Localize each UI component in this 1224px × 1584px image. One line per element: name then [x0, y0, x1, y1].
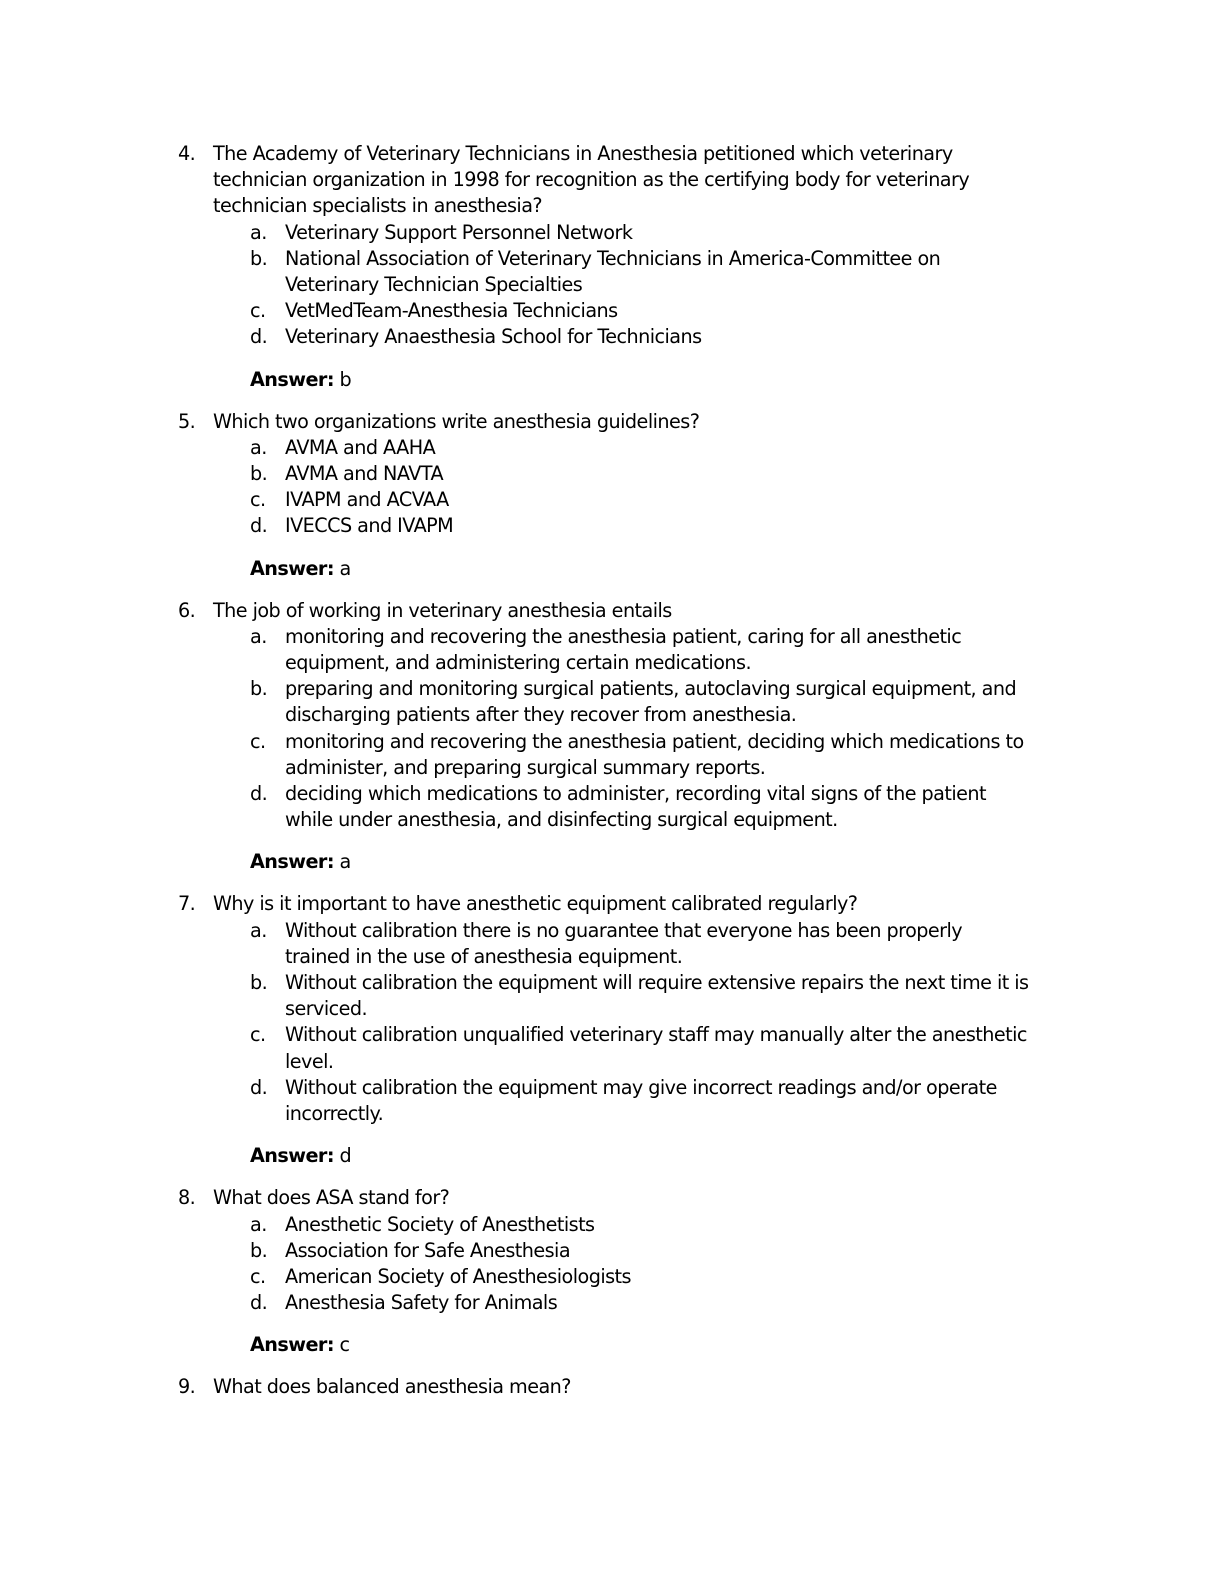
answer-line — [250, 849, 1224, 875]
option-letter: d. — [250, 1075, 268, 1099]
option-text: Without calibration unqualified veterinary staff may manually alter the anesthetic level. — [285, 1023, 1027, 1073]
question-5 — [0, 409, 1224, 582]
option-letter: c. — [250, 1264, 266, 1288]
option-text: preparing and monitoring surgical patients, autoclaving surgical equipment, and discharging patients after they recover from anesthesia. — [285, 677, 1017, 727]
answer-value: c — [339, 1333, 350, 1357]
option-text: American Society of Anesthesiologists — [285, 1264, 631, 1288]
question-number: 6. — [178, 598, 196, 622]
option-c — [0, 1264, 1224, 1290]
option-text: IVAPM and ACVAA — [285, 488, 449, 512]
question-9 — [0, 1374, 1224, 1400]
option-letter: c. — [250, 299, 266, 323]
option-text: AVMA and AAHA — [285, 435, 436, 459]
question-stem — [0, 1374, 1224, 1400]
option-b — [0, 246, 1224, 298]
answer-value: a — [339, 556, 351, 580]
option-b — [0, 1238, 1224, 1264]
option-letter: a. — [250, 1212, 267, 1236]
question-text: The job of working in veterinary anesthesia entails — [213, 598, 672, 622]
answer-value: d — [339, 1144, 352, 1168]
option-letter: c. — [250, 729, 266, 753]
answer-label: Answer: — [250, 850, 334, 874]
answer-value: a — [339, 850, 351, 874]
option-text: Association for Safe Anesthesia — [285, 1238, 571, 1262]
option-letter: b. — [250, 971, 268, 995]
document-page — [0, 141, 1224, 1401]
option-letter: b. — [250, 677, 268, 701]
option-a — [0, 1212, 1224, 1238]
question-8 — [0, 1185, 1224, 1358]
option-d — [0, 513, 1224, 539]
option-b — [0, 676, 1224, 728]
option-b — [0, 461, 1224, 487]
option-letter: b. — [250, 1238, 268, 1262]
option-c — [0, 729, 1224, 781]
option-d — [0, 1075, 1224, 1127]
option-letter: d. — [250, 325, 268, 349]
option-list — [0, 1212, 1224, 1317]
question-text: Why is it important to have anesthetic equipment calibrated regularly? — [213, 892, 858, 916]
answer-label: Answer: — [250, 1144, 334, 1168]
option-list — [0, 435, 1224, 540]
question-text: What does balanced anesthesia mean? — [213, 1375, 571, 1399]
option-list — [0, 624, 1224, 834]
option-c — [0, 298, 1224, 324]
option-text: Veterinary Support Personnel Network — [285, 220, 633, 244]
answer-label: Answer: — [250, 1333, 334, 1357]
question-stem — [0, 141, 1224, 220]
option-c — [0, 487, 1224, 513]
question-number: 7. — [178, 892, 196, 916]
question-text: The Academy of Veterinary Technicians in Anesthesia petitioned which veterinary technician organization in 1998 for recognition as the certifying body for veterinary technician specialists in anesthesia? — [213, 142, 970, 218]
option-list — [0, 918, 1224, 1128]
option-text: Anesthesia Safety for Animals — [285, 1291, 558, 1315]
option-b — [0, 970, 1224, 1022]
option-a — [0, 918, 1224, 970]
question-stem — [0, 1185, 1224, 1211]
answer-label: Answer: — [250, 367, 334, 391]
question-stem — [0, 598, 1224, 624]
option-letter: a. — [250, 624, 267, 648]
option-letter: d. — [250, 514, 268, 538]
option-letter: c. — [250, 488, 266, 512]
option-d — [0, 324, 1224, 350]
option-a — [0, 220, 1224, 246]
question-7 — [0, 891, 1224, 1169]
option-text: AVMA and NAVTA — [285, 462, 444, 486]
option-text: Without calibration there is no guarantee that everyone has been properly trained in the use of anesthesia equipment. — [285, 918, 963, 968]
question-number: 4. — [178, 142, 196, 165]
option-d — [0, 1290, 1224, 1316]
option-letter: c. — [250, 1023, 266, 1047]
option-text: Anesthetic Society of Anesthetists — [285, 1212, 595, 1236]
option-letter: d. — [250, 1291, 268, 1315]
question-number: 8. — [178, 1186, 196, 1210]
option-text: IVECCS and IVAPM — [285, 514, 454, 538]
question-number: 9. — [178, 1375, 196, 1399]
answer-value: b — [339, 367, 352, 391]
option-list — [0, 220, 1224, 351]
question-6 — [0, 598, 1224, 876]
option-letter: b. — [250, 246, 268, 270]
question-stem — [0, 409, 1224, 435]
question-text: Which two organizations write anesthesia guidelines? — [213, 409, 700, 433]
answer-line — [250, 1143, 1224, 1169]
option-text: deciding which medications to administer, recording vital signs of the patient while under anesthesia, and disinfecting surgical equipment. — [285, 782, 986, 832]
option-text: monitoring and recovering the anesthesia patient, caring for all anesthetic equipment, and administering certain medications. — [285, 624, 962, 675]
answer-label: Answer: — [250, 556, 334, 580]
answer-line — [250, 367, 1224, 393]
question-number: 5. — [178, 409, 196, 433]
option-letter: b. — [250, 462, 268, 486]
option-text: monitoring and recovering the anesthesia patient, deciding which medications to administer, and preparing surgical summary reports. — [285, 729, 1024, 779]
option-letter: a. — [250, 220, 267, 244]
answer-line — [250, 556, 1224, 582]
option-a — [0, 435, 1224, 461]
option-a — [0, 624, 1224, 676]
option-text: Without calibration the equipment will require extensive repairs the next time it is serviced. — [285, 971, 1029, 1021]
answer-line — [250, 1332, 1224, 1358]
option-text: National Association of Veterinary Technicians in America-Committee on Veterinary Technician Specialties — [285, 246, 941, 297]
question-text: What does ASA stand for? — [213, 1186, 450, 1210]
question-stem — [0, 891, 1224, 917]
option-text: VetMedTeam-Anesthesia Technicians — [285, 299, 618, 323]
question-4 — [0, 141, 1224, 393]
option-d — [0, 781, 1224, 833]
option-letter: a. — [250, 918, 267, 942]
option-c — [0, 1022, 1224, 1074]
option-text: Veterinary Anaesthesia School for Technicians — [285, 325, 702, 349]
option-letter: a. — [250, 435, 267, 459]
option-letter: d. — [250, 782, 268, 806]
option-text: Without calibration the equipment may give incorrect readings and/or operate incorrectly. — [285, 1075, 997, 1126]
